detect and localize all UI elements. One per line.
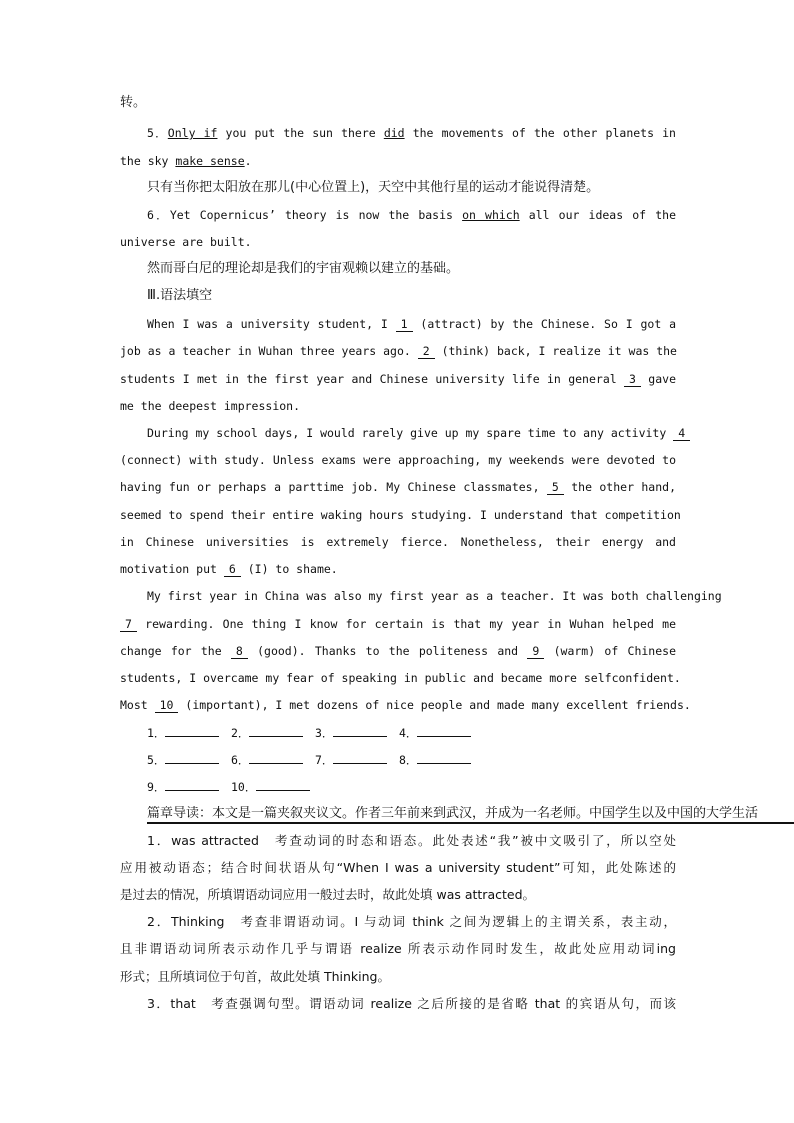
sentence-6-translation: 然而哥白尼的理论却是我们的宇宙观赖以建立的基础。 — [147, 261, 460, 276]
passage-line: students I met in the first year and Chinese university life in general 3 gave — [120, 372, 676, 386]
passage-line: Most 10 (important), I met dozens of nice people and made many excellent friends. — [120, 698, 691, 712]
passage-line: having fun or perhaps a parttime job. My Chinese classmates, 5 the other hand, — [120, 480, 676, 494]
sentence-5-translation: 只有当你把太阳放在那儿(中心位置上)，天空中其他行星的运动才能说得清楚。 — [147, 180, 600, 195]
blank-5: 5 — [547, 481, 564, 495]
explanation-line: 形式；且所填词位于句首，故此处填 Thinking。 — [120, 969, 390, 984]
passage-line: When I was a university student, I 1 (attract) by the Chinese. So I got a — [147, 317, 676, 331]
passage-guide: 篇章导读：本文是一篇夹叙夹议文。作者三年前来到武汉，并成为一名老师。中国学生以及中国的大学生活 — [147, 806, 794, 824]
passage-line: My first year in China was also my first year as a teacher. It was both challenging — [147, 589, 722, 603]
blank-4: 4 — [673, 427, 690, 441]
blank-9: 9 — [527, 645, 544, 659]
answer-slot-1: 1． — [147, 725, 231, 741]
answer-slot-7: 7． — [315, 752, 399, 768]
blank-1: 1 — [396, 318, 413, 332]
sentence-5-line-1: 5．Only if you put the sun there did the movements of the other planets in — [147, 126, 676, 140]
passage-line: motivation put 6 (I) to shame. — [120, 562, 338, 576]
continuation-text: 转。 — [120, 95, 147, 110]
sentence-6-line-1: 6．Yet Copernicus’ theory is now the basis on which all our ideas of the — [147, 208, 676, 222]
answer-slot-10: 10． — [231, 779, 315, 795]
explanation-line: 1．was attracted 考查动词的时态和语态。此处表述“我”被中文吸引了，所以空处 — [147, 833, 676, 848]
passage-line: students, I overcame my fear of speaking in public and became more selfconfident. — [120, 671, 681, 685]
blank-10: 10 — [155, 699, 179, 713]
answer-slot-3: 3． — [315, 725, 399, 741]
passage-line: During my school days, I would rarely give up my spare time to any activity 4 — [147, 425, 676, 441]
explanation-line: 是过去的情况，所填谓语动词应用一般过去时，故此处填 was attracted。 — [120, 887, 536, 902]
answer-row — [147, 725, 483, 741]
answer-row — [147, 752, 483, 768]
explanation-line: 3．that 考查强调句型。谓语动词 realize 之后所接的是省略 that 的宾语从句，而该 — [147, 996, 676, 1011]
answer-slot-4: 4． — [399, 725, 483, 741]
answer-slot-2: 2． — [231, 725, 315, 741]
passage-line: me the deepest impression. — [120, 399, 301, 413]
passage-line: job as a teacher in Wuhan three years ago. 2 (think) back, I realize it was the — [120, 344, 677, 358]
explanation-line: 2．Thinking 考查非谓语动词。I 与动词 think 之间为逻辑上的主谓关系，表主动， — [147, 914, 676, 929]
answer-slot-9: 9． — [147, 779, 231, 795]
answer-slot-8: 8． — [399, 752, 483, 768]
blank-7: 7 — [120, 618, 137, 632]
passage-line: 7 rewarding. One thing I know for certain is that my year in Wuhan helped me — [120, 616, 676, 632]
answer-slot-5: 5． — [147, 752, 231, 768]
explanation-line: 应用被动语态；结合时间状语从句“When I was a university student”可知，此处陈述的 — [120, 860, 676, 875]
blank-6: 6 — [224, 563, 241, 577]
section-title: Ⅲ.语法填空 — [147, 288, 213, 303]
passage-line: seemed to spend their entire waking hours studying. I understand that competition — [120, 508, 681, 522]
passage-line: in Chinese universities is extremely fierce. Nonetheless, their energy and — [120, 535, 676, 549]
blank-2: 2 — [418, 345, 435, 359]
explanation-line: 且非谓语动词所表示动作几乎与谓语 realize 所表示动作同时发生，故此处应用动词ing — [120, 941, 676, 956]
passage-line: (connect) with study. Unless exams were approaching, my weekends were devoted to — [120, 453, 676, 467]
sentence-5-line-2: the sky make sense. — [120, 154, 252, 168]
sentence-6-line-2: universe are built. — [120, 235, 252, 249]
blank-8: 8 — [231, 645, 248, 659]
answer-slot-6: 6． — [231, 752, 315, 768]
answer-row — [147, 779, 315, 795]
passage-line: change for the 8 (good). Thanks to the politeness and 9 (warm) of Chinese — [120, 644, 676, 658]
blank-3: 3 — [624, 373, 641, 387]
